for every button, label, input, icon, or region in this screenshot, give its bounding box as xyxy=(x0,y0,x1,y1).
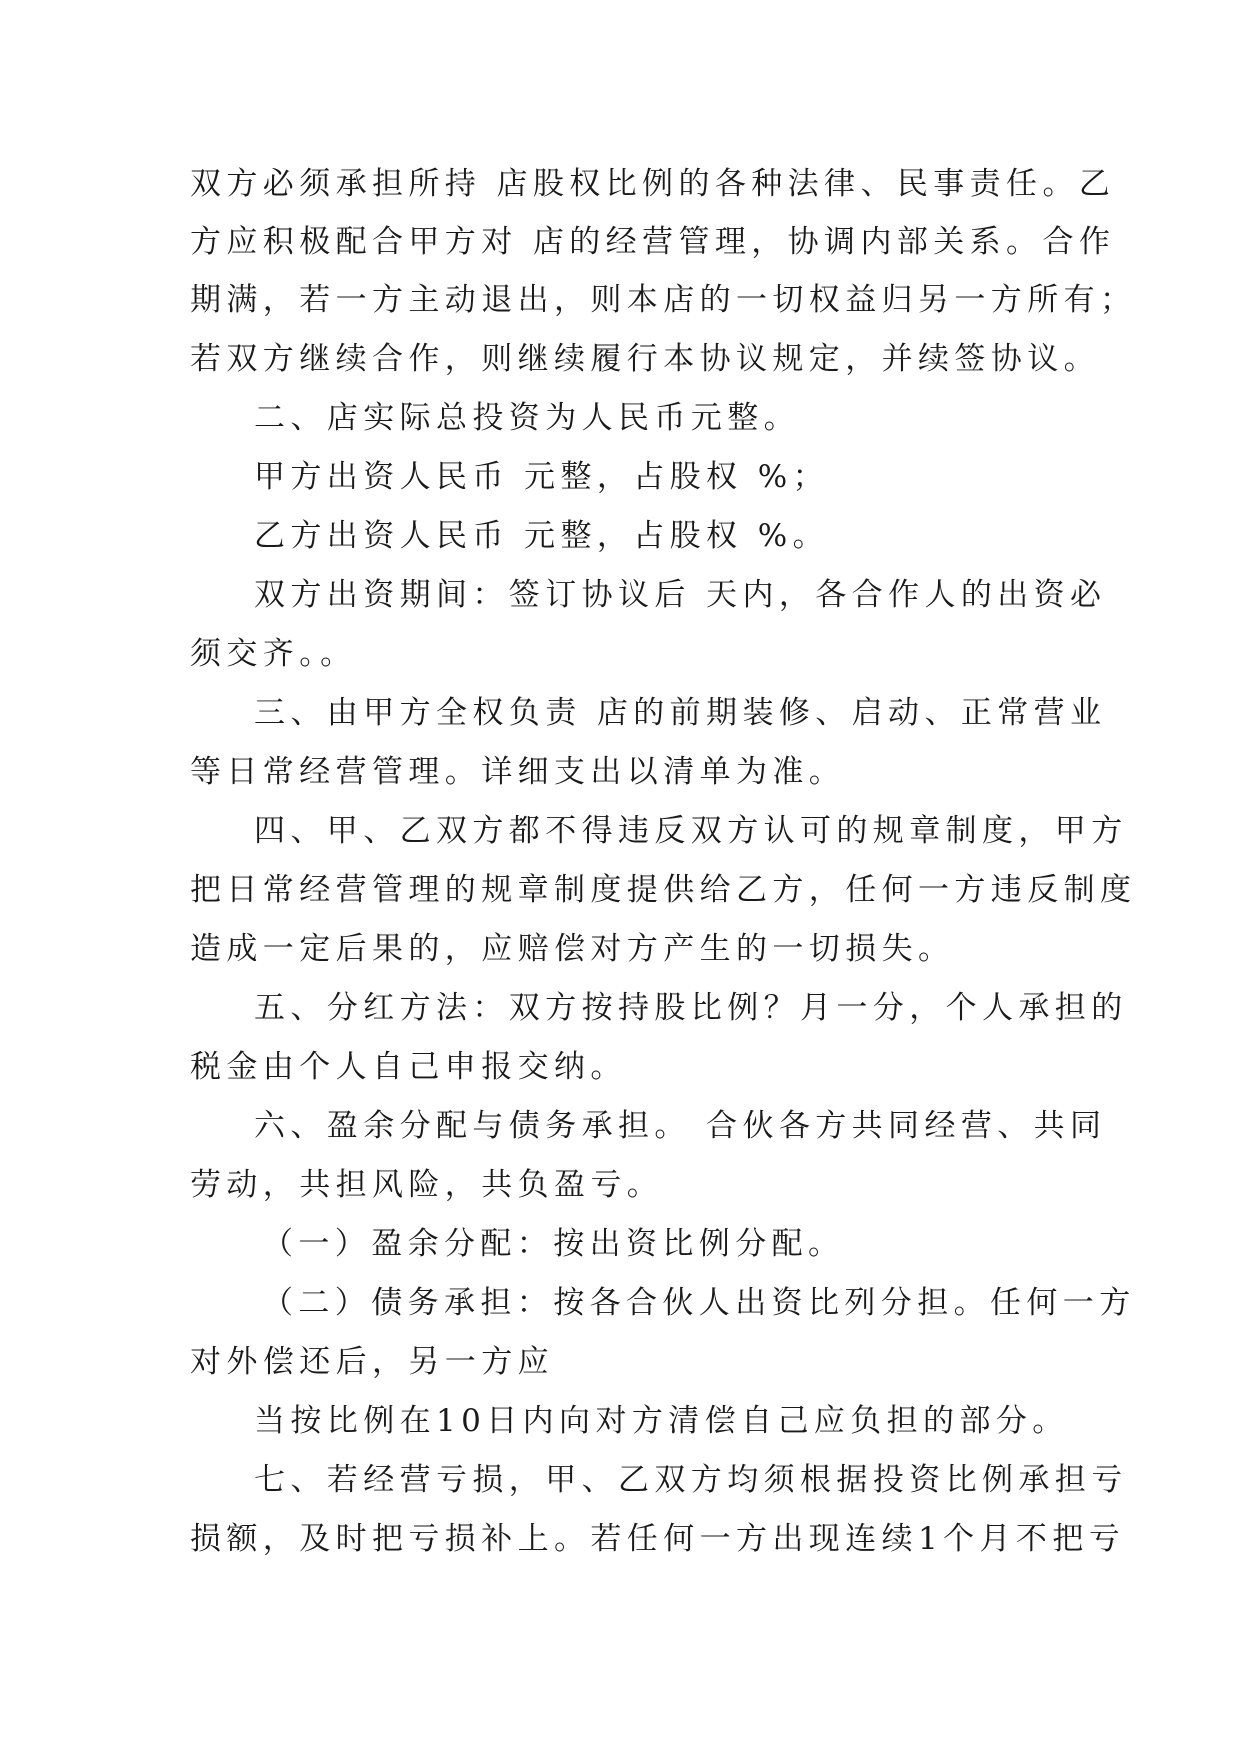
text-line: 把日常经营管理的规章制度提供给乙方，任何一方违反制度 xyxy=(190,872,1137,908)
section-heading: 三、由甲方全权负责 店的前期装修、启动、正常营业 xyxy=(254,695,1107,731)
text-line: 乙方出资人民币 元整，占股权 %。 xyxy=(254,518,829,554)
subsection-line: （一）盈余分配：按出资比例分配。 xyxy=(262,1226,845,1262)
text-line: 损额，及时把亏损补上。若任何一方出现连续1个月不把亏 xyxy=(190,1521,1126,1557)
text-line: 甲方出资人民币 元整，占股权 %； xyxy=(254,459,829,495)
text-line: 等日常经营管理。详细支出以清单为准。 xyxy=(190,754,846,790)
text-line: 方应积极配合甲方对 店的经营管理，协调内部关系。合作 xyxy=(190,224,1116,260)
text-line: 对外偿还后，另一方应 xyxy=(190,1344,554,1380)
text-line: 双方必须承担所持 店股权比例的各种法律、民事责任。乙 xyxy=(190,166,1116,202)
text-line: 期满，若一方主动退出，则本店的一切权益归另一方所有； xyxy=(190,282,1137,318)
text-line: 双方出资期间：签订协议后 天内，各合作人的出资必 xyxy=(254,577,1107,613)
section-heading: 五、分红方法：双方按持股比例？月一分，个人承担的 xyxy=(254,990,1128,1026)
text-line: 当按比例在10日内向对方清偿自己应负担的部分。 xyxy=(254,1403,1069,1439)
text-line: 须交齐。。 xyxy=(190,636,357,672)
text-line: 劳动，共担风险，共负盈亏。 xyxy=(190,1167,664,1203)
section-heading: 七、若经营亏损，甲、乙双方均须根据投资比例承担亏 xyxy=(254,1462,1128,1498)
section-heading: 六、盈余分配与债务承担。 合伙各方共同经营、共同 xyxy=(254,1108,1107,1144)
text-line: 税金由个人自己申报交纳。 xyxy=(190,1049,627,1085)
section-heading: 四、甲、乙双方都不得违反双方认可的规章制度，甲方 xyxy=(254,813,1128,849)
section-heading: 二、店实际总投资为人民币元整。 xyxy=(254,400,800,436)
text-line: 造成一定后果的，应赔偿对方产生的一切损失。 xyxy=(190,931,955,967)
text-line: 若双方继续合作，则继续履行本协议规定，并续签协议。 xyxy=(190,341,1100,377)
subsection-line: （二）债务承担：按各合伙人出资比列分担。任何一方 xyxy=(262,1285,1136,1321)
